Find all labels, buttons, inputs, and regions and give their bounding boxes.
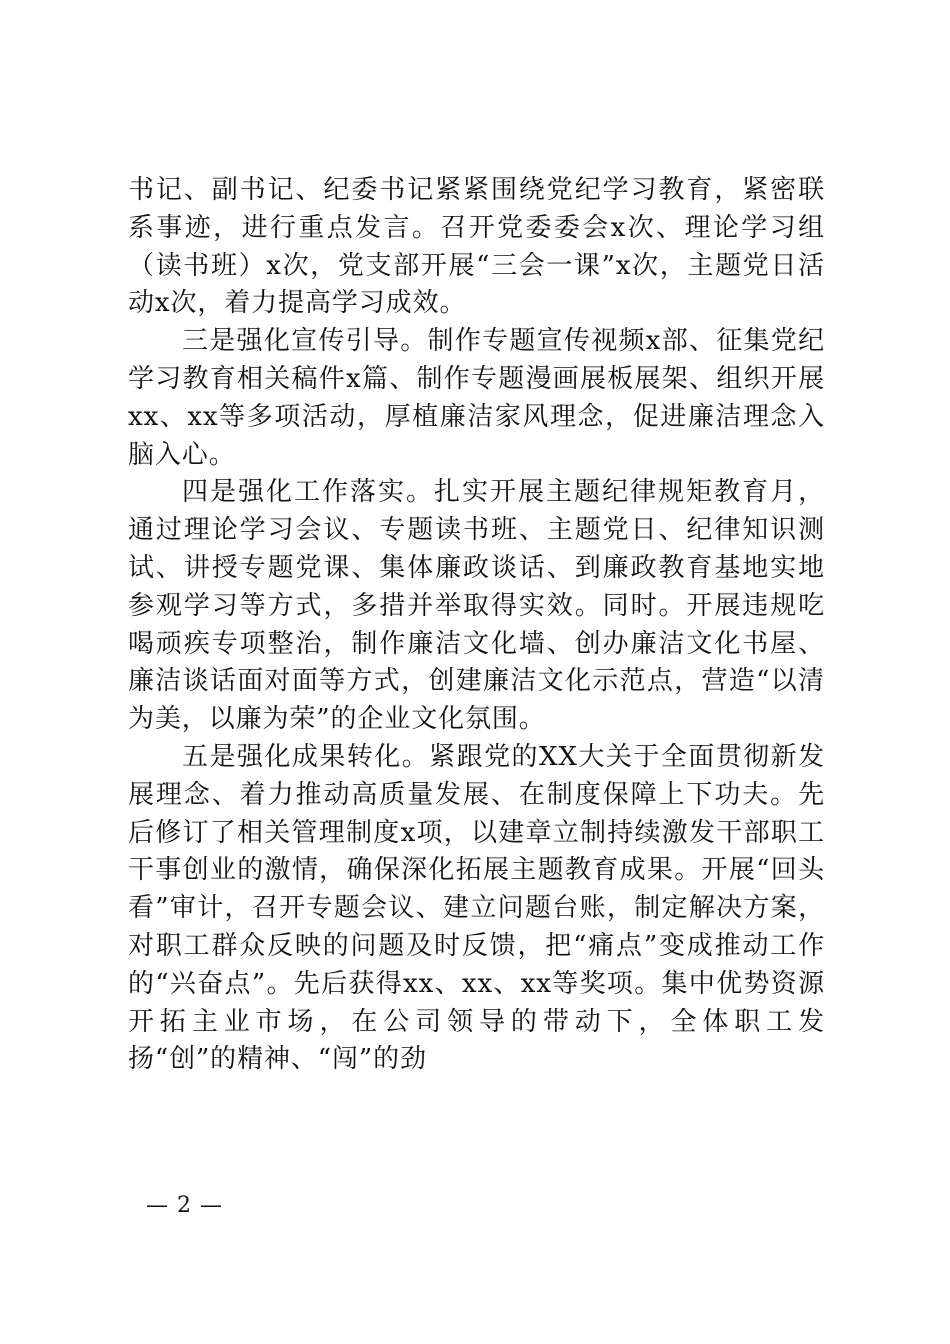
paragraph-results: 五是强化成果转化。紧跟党的XX大关于全面贯彻新发展理念、着力推动高质量发展、在制度保障上下功夫。先后修订了相关管理制度x项，以建章立制持续激发干部职工干事创业的激情，确保深化拓展主题教育成果。开展“回头看”审计，召开专题会议、建立问题台账，制定解决方案，对职工群众反映的问题及时反馈，把“痛点”变成推动工作的“兴奋点”。先后获得xx、xx、xx等奖项。集中优势资源开拓主业市场，在公司领导的带动下，全体职工发扬“创”的精神、“闯”的劲 [128,741,825,1075]
paragraph-implementation: 四是强化工作落实。扎实开展主题纪律规矩教育月，通过理论学习会议、专题读书班、主题党日、纪律知识测试、讲授专题党课、集体廉政谈话、到廉政教育基地实地参观学习等方式，多措并举取得实效。同时。开展违规吃喝顽疾专项整治，制作廉洁文化墙、创办廉洁文化书屋、廉洁谈话面对面等方式，创建廉洁文化示范点，营造“以清为美，以廉为荣”的企业文化氛围。 [128,477,825,735]
paragraph-continued: 书记、副书记、纪委书记紧紧围绕党纪学习教育，紧密联系事迹，进行重点发言。召开党委委会x次、理论学习组（读书班）x次，党支部开展“三会一课”x次，主题党日活动x次，着力提高学习成效。 [128,175,825,319]
page-number: — 2 — [146,1193,223,1218]
document-body [128,172,825,1079]
paragraph-publicity: 三是强化宣传引导。制作专题宣传视频x部、征集党纪学习教育相关稿件x篇、制作专题漫画展板展架、组织开展xx、xx等多项活动，厚植廉洁家风理念，促进廉洁理念入脑入心。 [128,326,825,470]
